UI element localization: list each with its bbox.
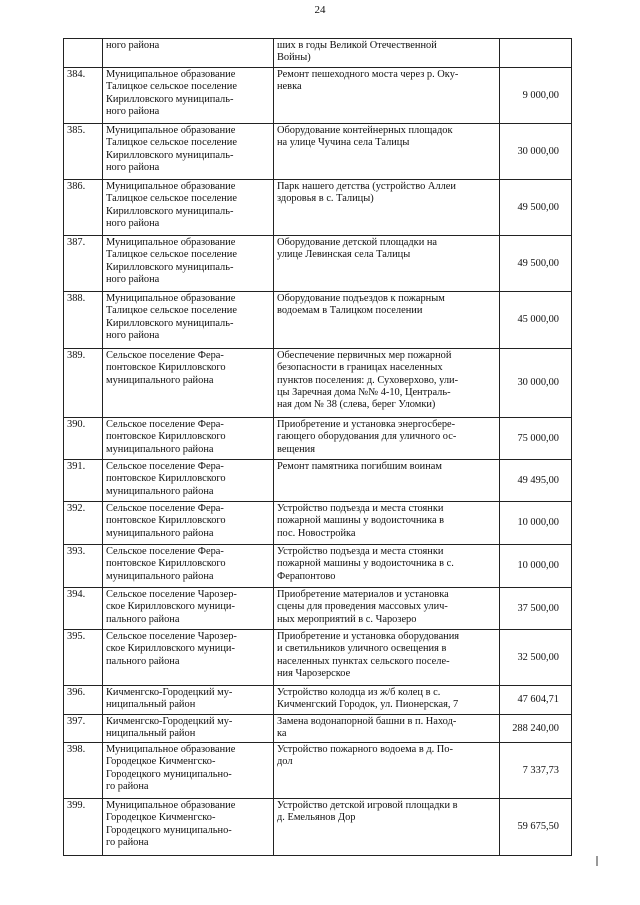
recipient-line: Сельское поселение Фера- bbox=[106, 419, 224, 430]
row-number: 396. bbox=[64, 686, 103, 715]
recipient-cell bbox=[103, 418, 274, 460]
purpose-line: Ремонт памятника погибшим воинам bbox=[277, 461, 442, 472]
recipient-cell bbox=[103, 68, 274, 124]
table-row bbox=[64, 124, 572, 180]
amount-cell: 288 240,00 bbox=[500, 715, 572, 743]
amount-cell: 75 000,00 bbox=[500, 418, 572, 460]
table-row bbox=[64, 460, 572, 502]
recipient-line: ного района bbox=[106, 217, 160, 229]
recipient-line: Сельское поселение Чарозер- bbox=[106, 631, 237, 642]
amount-cell: 30 000,00 bbox=[500, 349, 572, 418]
recipient-line: Кирилловского муниципаль- bbox=[106, 261, 234, 273]
purpose-line: водоемам в Талицком поселении bbox=[277, 305, 423, 317]
amount-cell: 49 495,00 bbox=[500, 460, 572, 502]
recipient-line: пального района bbox=[106, 655, 180, 667]
row-number bbox=[64, 39, 103, 68]
amount-cell: 10 000,00 bbox=[500, 502, 572, 545]
purpose-line: пунктов поселения: д. Суховерхово, ули- bbox=[277, 374, 459, 386]
purpose-line: сцены для проведения массовых улич- bbox=[277, 601, 448, 613]
recipient-line: ного района bbox=[106, 329, 160, 341]
recipient-line: го района bbox=[106, 836, 149, 848]
recipient-line: муниципального района bbox=[106, 374, 214, 386]
recipient-line: ниципальный район bbox=[106, 728, 196, 740]
purpose-cell bbox=[274, 418, 500, 460]
recipient-line: Муниципальное образование bbox=[106, 800, 236, 811]
purpose-line: Устройство подъезда и места стоянки bbox=[277, 503, 444, 514]
scan-mark bbox=[596, 856, 598, 866]
table-row bbox=[64, 418, 572, 460]
purpose-line: Оборудование подъездов к пожарным bbox=[277, 293, 445, 304]
purpose-cell bbox=[274, 460, 500, 502]
row-number: 386. bbox=[64, 180, 103, 236]
table-row bbox=[64, 545, 572, 588]
purpose-line: вещения bbox=[277, 443, 315, 455]
table-row bbox=[64, 715, 572, 743]
purpose-line: Устройство подъезда и места стоянки bbox=[277, 546, 444, 557]
page-number: 24 bbox=[314, 4, 326, 16]
recipient-line: ское Кирилловского муници- bbox=[106, 601, 235, 613]
recipient-line: Муниципальное образование bbox=[106, 293, 236, 304]
row-number: 385. bbox=[64, 124, 103, 180]
purpose-line: и светильников уличного освещения в bbox=[277, 643, 447, 655]
amount-cell: 10 000,00 bbox=[500, 545, 572, 588]
purpose-line: Приобретение и установка оборудования bbox=[277, 631, 460, 642]
recipient-line: Муниципальное образование bbox=[106, 125, 236, 136]
recipient-line: Городецкого муниципально- bbox=[106, 768, 232, 780]
recipient-cell bbox=[103, 39, 274, 68]
table-row bbox=[64, 630, 572, 686]
table-row bbox=[64, 39, 572, 68]
table-row bbox=[64, 743, 572, 799]
recipient-cell bbox=[103, 124, 274, 180]
recipient-cell bbox=[103, 630, 274, 686]
purpose-cell bbox=[274, 39, 500, 68]
table-row bbox=[64, 180, 572, 236]
purpose-line: ших в годы Великой Отечественной bbox=[277, 40, 437, 51]
recipient-cell bbox=[103, 588, 274, 630]
recipient-line: муниципального района bbox=[106, 443, 214, 455]
recipient-cell bbox=[103, 743, 274, 799]
purpose-line: Оборудование детской площадки на bbox=[277, 237, 438, 248]
recipient-line: Кирилловского муниципаль- bbox=[106, 317, 234, 329]
recipient-line: Муниципальное образование bbox=[106, 69, 236, 80]
recipient-line: Кичменгско-Городецкий му- bbox=[106, 716, 233, 727]
purpose-cell bbox=[274, 180, 500, 236]
row-number: 399. bbox=[64, 799, 103, 856]
table-row bbox=[64, 502, 572, 545]
recipient-line: Кирилловского муниципаль- bbox=[106, 205, 234, 217]
recipient-line: понтовское Кирилловского bbox=[106, 362, 226, 374]
purpose-line: улице Левинская села Талицы bbox=[277, 249, 411, 261]
recipient-cell bbox=[103, 715, 274, 743]
amount-cell: 7 337,73 bbox=[500, 743, 572, 799]
amount-cell bbox=[500, 39, 572, 68]
recipient-line: Кирилловского муниципаль- bbox=[106, 149, 234, 161]
purpose-cell bbox=[274, 68, 500, 124]
row-number: 391. bbox=[64, 460, 103, 502]
purpose-line: Оборудование контейнерных площадок bbox=[277, 125, 453, 136]
purpose-line: ния Чарозерское bbox=[277, 667, 351, 679]
table-row bbox=[64, 292, 572, 349]
purpose-cell bbox=[274, 292, 500, 349]
purpose-line: здоровья в с. Талицы) bbox=[277, 193, 374, 205]
purpose-cell bbox=[274, 236, 500, 292]
amount-cell: 49 500,00 bbox=[500, 236, 572, 292]
recipient-cell bbox=[103, 686, 274, 715]
recipient-line: Сельское поселение Чарозер- bbox=[106, 589, 237, 600]
recipient-line: Городецкое Кичменгско- bbox=[106, 812, 216, 824]
recipient-cell bbox=[103, 502, 274, 545]
purpose-line: населенных пунктах сельского поселе- bbox=[277, 655, 450, 667]
recipient-line: Сельское поселение Фера- bbox=[106, 461, 224, 472]
row-number: 398. bbox=[64, 743, 103, 799]
purpose-line: д. Емельянов Дор bbox=[277, 812, 356, 824]
recipient-line: ного района bbox=[106, 273, 160, 285]
purpose-cell bbox=[274, 686, 500, 715]
purpose-line: пожарной машины у водоисточника в с. bbox=[277, 558, 454, 570]
recipient-line: понтовское Кирилловского bbox=[106, 558, 226, 570]
row-number: 397. bbox=[64, 715, 103, 743]
purpose-cell bbox=[274, 743, 500, 799]
recipient-line: ного района bbox=[106, 161, 160, 173]
row-number: 390. bbox=[64, 418, 103, 460]
recipient-cell bbox=[103, 545, 274, 588]
purpose-cell bbox=[274, 630, 500, 686]
purpose-line: дол bbox=[277, 756, 293, 768]
recipient-line: Талицкое сельское поселение bbox=[106, 305, 237, 317]
recipient-line: Муниципальное образование bbox=[106, 237, 236, 248]
recipient-line: Сельское поселение Фера- bbox=[106, 350, 224, 361]
purpose-line: ная дом № 38 (слева, берег Уломки) bbox=[277, 399, 436, 411]
recipient-line: Кирилловского муниципаль- bbox=[106, 93, 234, 105]
allocation-table bbox=[63, 38, 572, 856]
recipient-line: Сельское поселение Фера- bbox=[106, 546, 224, 557]
recipient-line: ного района bbox=[106, 105, 160, 117]
row-number: 393. bbox=[64, 545, 103, 588]
recipient-line: муниципального района bbox=[106, 485, 214, 497]
amount-cell: 59 675,50 bbox=[500, 799, 572, 856]
row-number: 389. bbox=[64, 349, 103, 418]
purpose-line: безопасности в границах населенных bbox=[277, 362, 443, 374]
purpose-line: Приобретение и установка энергосбере- bbox=[277, 419, 456, 430]
purpose-line: пожарной машины у водоисточника в bbox=[277, 515, 445, 527]
amount-cell: 49 500,00 bbox=[500, 180, 572, 236]
recipient-line: понтовское Кирилловского bbox=[106, 473, 226, 485]
recipient-line: ниципальный район bbox=[106, 699, 196, 711]
recipient-line: Талицкое сельское поселение bbox=[106, 81, 237, 93]
purpose-line: Кичменгский Городок, ул. Пионерская, 7 bbox=[277, 699, 459, 711]
table-row bbox=[64, 588, 572, 630]
purpose-line: Парк нашего детства (устройство Аллеи bbox=[277, 181, 456, 192]
table-row bbox=[64, 68, 572, 124]
recipient-line: Талицкое сельское поселение bbox=[106, 137, 237, 149]
recipient-cell bbox=[103, 292, 274, 349]
row-number: 392. bbox=[64, 502, 103, 545]
purpose-line: Войны) bbox=[277, 52, 311, 64]
table-row bbox=[64, 799, 572, 856]
recipient-line: муниципального района bbox=[106, 570, 214, 582]
recipient-cell bbox=[103, 799, 274, 856]
purpose-line: Ремонт пешеходного моста через р. Оку- bbox=[277, 69, 459, 80]
recipient-line: Талицкое сельское поселение bbox=[106, 193, 237, 205]
purpose-line: цы Заречная дома №№ 4-10, Централь- bbox=[277, 386, 451, 398]
table-row bbox=[64, 236, 572, 292]
purpose-line: Замена водонапорной башни в п. Наход- bbox=[277, 716, 457, 727]
recipient-line: го района bbox=[106, 780, 149, 792]
amount-cell: 45 000,00 bbox=[500, 292, 572, 349]
amount-cell: 37 500,00 bbox=[500, 588, 572, 630]
recipient-line: Кичменгско-Городецкий му- bbox=[106, 687, 233, 698]
recipient-cell bbox=[103, 236, 274, 292]
purpose-line: Приобретение материалов и установка bbox=[277, 589, 449, 600]
purpose-line: Ферапонтово bbox=[277, 570, 336, 582]
purpose-line: гающего оборудования для уличного ос- bbox=[277, 431, 457, 443]
recipient-line: пального района bbox=[106, 613, 180, 625]
recipient-line: ское Кирилловского муници- bbox=[106, 643, 235, 655]
amount-cell: 30 000,00 bbox=[500, 124, 572, 180]
purpose-line: невка bbox=[277, 81, 302, 93]
amount-cell: 47 604,71 bbox=[500, 686, 572, 715]
recipient-line: Городецкое Кичменгско- bbox=[106, 756, 216, 768]
table-row bbox=[64, 686, 572, 715]
recipient-line: ного района bbox=[106, 40, 160, 51]
purpose-line: Устройство колодца из ж/б колец в с. bbox=[277, 687, 441, 698]
row-number: 388. bbox=[64, 292, 103, 349]
row-number: 394. bbox=[64, 588, 103, 630]
purpose-cell bbox=[274, 799, 500, 856]
purpose-line: Устройство детской игровой площадки в bbox=[277, 800, 458, 811]
recipient-line: понтовское Кирилловского bbox=[106, 515, 226, 527]
amount-cell: 32 500,00 bbox=[500, 630, 572, 686]
purpose-cell bbox=[274, 545, 500, 588]
purpose-line: Обеспечение первичных мер пожарной bbox=[277, 350, 452, 361]
row-number: 384. bbox=[64, 68, 103, 124]
recipient-cell bbox=[103, 460, 274, 502]
recipient-cell bbox=[103, 180, 274, 236]
recipient-line: Городецкого муниципально- bbox=[106, 824, 232, 836]
purpose-line: Устройство пожарного водоема в д. По- bbox=[277, 744, 453, 755]
purpose-cell bbox=[274, 588, 500, 630]
purpose-line: ка bbox=[277, 728, 287, 740]
recipient-line: Талицкое сельское поселение bbox=[106, 249, 237, 261]
purpose-cell bbox=[274, 124, 500, 180]
row-number: 387. bbox=[64, 236, 103, 292]
purpose-line: пос. Новостройка bbox=[277, 527, 356, 539]
purpose-cell bbox=[274, 715, 500, 743]
recipient-line: муниципального района bbox=[106, 527, 214, 539]
purpose-line: ных мероприятий в с. Чарозеро bbox=[277, 613, 417, 625]
recipient-line: Муниципальное образование bbox=[106, 181, 236, 192]
row-number: 395. bbox=[64, 630, 103, 686]
table-row bbox=[64, 349, 572, 418]
purpose-cell bbox=[274, 502, 500, 545]
table-body bbox=[64, 39, 572, 856]
purpose-cell bbox=[274, 349, 500, 418]
recipient-line: Муниципальное образование bbox=[106, 744, 236, 755]
recipient-line: понтовское Кирилловского bbox=[106, 431, 226, 443]
recipient-line: Сельское поселение Фера- bbox=[106, 503, 224, 514]
amount-cell: 9 000,00 bbox=[500, 68, 572, 124]
purpose-line: на улице Чучина села Талицы bbox=[277, 137, 410, 149]
recipient-cell bbox=[103, 349, 274, 418]
